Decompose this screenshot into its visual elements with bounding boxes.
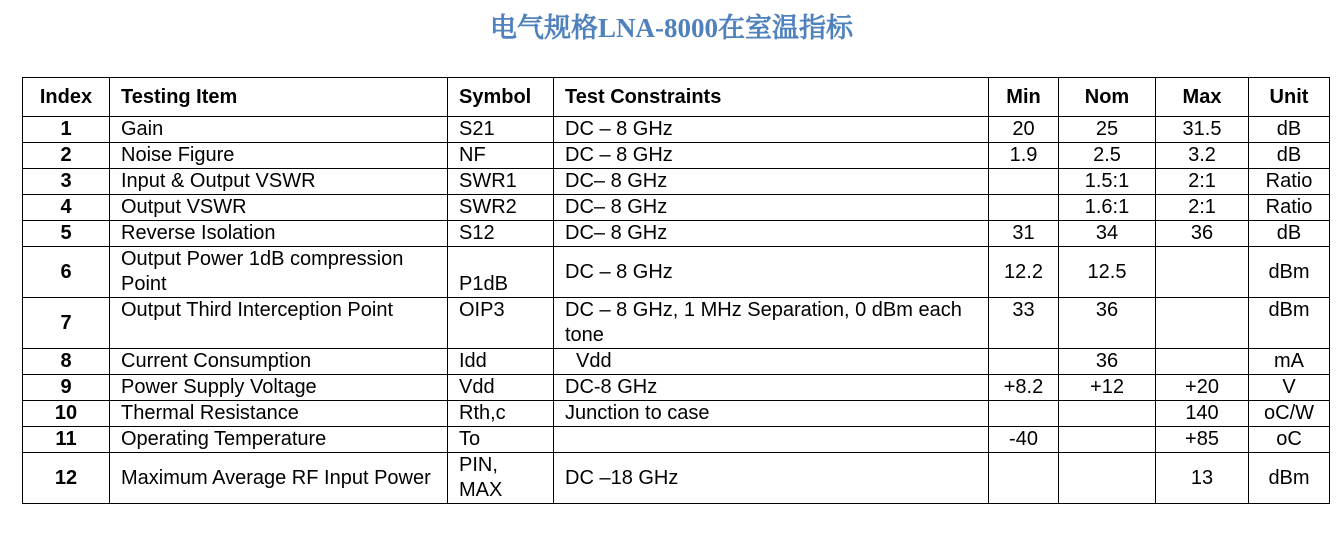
cell-symbol: SWR1 [448,169,554,195]
cell-min [989,401,1059,427]
cell-min [989,453,1059,504]
cell-unit: dBm [1249,247,1330,298]
cell-constraints: DC– 8 GHz [554,169,989,195]
cell-symbol: Rth,c [448,401,554,427]
cell-nom: 25 [1059,117,1156,143]
table-row [23,117,1330,143]
cell-max [1156,298,1249,349]
cell-item: Gain [110,117,448,143]
cell-nom [1059,427,1156,453]
cell-item: Power Supply Voltage [110,375,448,401]
table-row [23,143,1330,169]
cell-constraints: Vdd [554,349,989,375]
cell-unit: oC [1249,427,1330,453]
cell-unit: dBm [1249,453,1330,504]
table-row [23,247,1330,298]
cell-nom: 36 [1059,298,1156,349]
cell-index: 11 [23,427,110,453]
cell-min: -40 [989,427,1059,453]
cell-min: 20 [989,117,1059,143]
cell-unit: dBm [1249,298,1330,349]
cell-index: 2 [23,143,110,169]
cell-item: Output VSWR [110,195,448,221]
cell-item: Output Third Interception Point [110,298,448,349]
cell-max [1156,247,1249,298]
cell-nom [1059,401,1156,427]
cell-max: 3.2 [1156,143,1249,169]
table-row [23,298,1330,349]
header-min: Min [989,78,1059,117]
cell-item: Maximum Average RF Input Power [110,453,448,504]
cell-constraints: DC – 8 GHz, 1 MHz Separation, 0 dBm each tone [554,298,989,349]
cell-constraints: DC-8 GHz [554,375,989,401]
cell-index: 9 [23,375,110,401]
cell-item: Input & Output VSWR [110,169,448,195]
cell-min: 33 [989,298,1059,349]
cell-max: 36 [1156,221,1249,247]
table-row [23,401,1330,427]
cell-item: Noise Figure [110,143,448,169]
cell-item: Thermal Resistance [110,401,448,427]
cell-max: 2:1 [1156,169,1249,195]
header-symbol: Symbol [448,78,554,117]
cell-max: 140 [1156,401,1249,427]
cell-index: 12 [23,453,110,504]
cell-constraints: Junction to case [554,401,989,427]
header-unit: Unit [1249,78,1330,117]
cell-index: 1 [23,117,110,143]
spec-table [22,77,1330,504]
cell-min [989,349,1059,375]
cell-max [1156,349,1249,375]
page-title: 电气规格LNA-8000在室温指标 [490,13,853,43]
header-testing-item: Testing Item [110,78,448,117]
cell-symbol: OIP3 [448,298,554,349]
table-row [23,427,1330,453]
cell-constraints: DC –18 GHz [554,453,989,504]
header-nom: Nom [1059,78,1156,117]
cell-constraints: DC– 8 GHz [554,195,989,221]
cell-nom: 34 [1059,221,1156,247]
cell-unit: oC/W [1249,401,1330,427]
table-row [23,221,1330,247]
cell-symbol: SWR2 [448,195,554,221]
cell-max: 2:1 [1156,195,1249,221]
cell-min [989,195,1059,221]
cell-item: Operating Temperature [110,427,448,453]
cell-index: 10 [23,401,110,427]
cell-min: 1.9 [989,143,1059,169]
cell-nom [1059,453,1156,504]
cell-item: Output Power 1dB compression Point [110,247,448,298]
table-row [23,169,1330,195]
cell-symbol: To [448,427,554,453]
header-test-constraints: Test Constraints [554,78,989,117]
cell-max: +85 [1156,427,1249,453]
cell-nom: 1.5:1 [1059,169,1156,195]
cell-nom: 2.5 [1059,143,1156,169]
cell-constraints: DC – 8 GHz [554,143,989,169]
cell-constraints: DC – 8 GHz [554,247,989,298]
cell-index: 7 [23,298,110,349]
cell-min: 12.2 [989,247,1059,298]
table-row [23,453,1330,504]
table-row [23,349,1330,375]
table-row [23,375,1330,401]
cell-constraints [554,427,989,453]
header-max: Max [1156,78,1249,117]
table-row [23,195,1330,221]
cell-unit: V [1249,375,1330,401]
cell-unit: dB [1249,143,1330,169]
cell-index: 3 [23,169,110,195]
cell-index: 5 [23,221,110,247]
cell-symbol: S21 [448,117,554,143]
cell-nom: 1.6:1 [1059,195,1156,221]
cell-item: Current Consumption [110,349,448,375]
cell-constraints: DC– 8 GHz [554,221,989,247]
cell-unit: Ratio [1249,169,1330,195]
cell-symbol: Idd [448,349,554,375]
cell-min [989,169,1059,195]
cell-min: +8.2 [989,375,1059,401]
cell-nom: +12 [1059,375,1156,401]
cell-index: 4 [23,195,110,221]
cell-nom: 36 [1059,349,1156,375]
cell-index: 6 [23,247,110,298]
cell-symbol: S12 [448,221,554,247]
cell-min: 31 [989,221,1059,247]
cell-unit: mA [1249,349,1330,375]
header-index: Index [23,78,110,117]
cell-symbol: P1dB [448,247,554,298]
cell-max: 13 [1156,453,1249,504]
cell-unit: dB [1249,221,1330,247]
cell-index: 8 [23,349,110,375]
cell-unit: Ratio [1249,195,1330,221]
cell-max: +20 [1156,375,1249,401]
cell-symbol: Vdd [448,375,554,401]
table-header-row [23,78,1330,117]
cell-item: Reverse Isolation [110,221,448,247]
cell-symbol: PIN, MAX [448,453,554,504]
cell-max: 31.5 [1156,117,1249,143]
cell-symbol: NF [448,143,554,169]
cell-nom: 12.5 [1059,247,1156,298]
cell-unit: dB [1249,117,1330,143]
cell-constraints: DC – 8 GHz [554,117,989,143]
